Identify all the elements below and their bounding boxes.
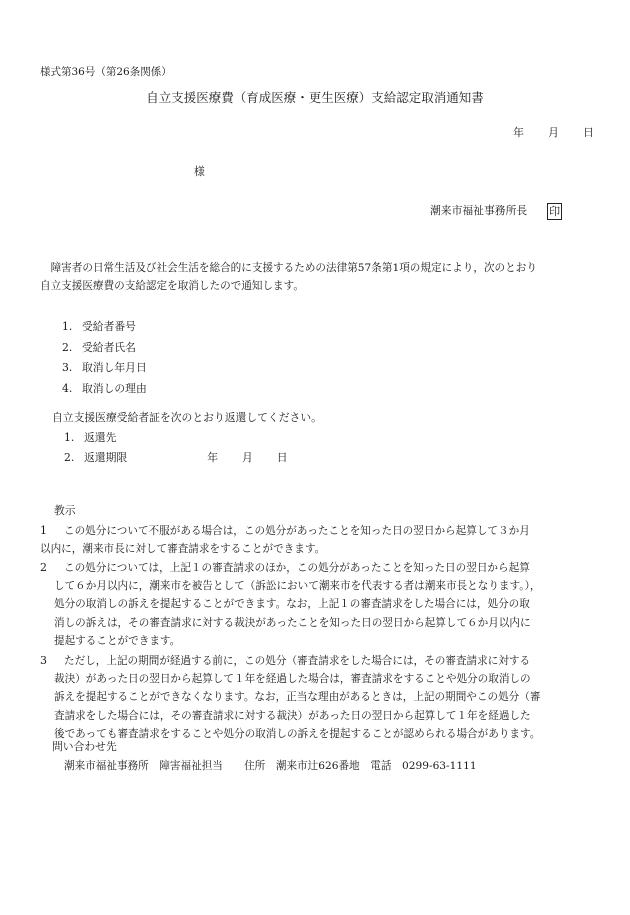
main-paragraph [40, 260, 600, 295]
seal-mark: 印 [549, 205, 561, 218]
instruction-line: ただし，上記の期間が経過する前に，この処分（審査請求をした場合には，その審査請求に対する [64, 655, 531, 667]
return-item-list [64, 428, 288, 467]
instruction-line: 後であっても審査請求をすることや処分の取消しの訴えを提起することが認められる場合があります。 [54, 727, 541, 740]
document-title: 自立支援医療費（育成医療・更生医療）支給認定取消通知書 [146, 90, 484, 105]
date-day: 日 [583, 126, 594, 139]
sender [430, 203, 562, 220]
list-item: 1. 返還先 [64, 431, 117, 444]
main-paragraph-line: 自立支援医療費の支給認定を取消したので通知します。 [40, 279, 304, 292]
instruction-line: 裁決）があった日の翌日から起算して１年を経過した場合は，審査請求をすることや処分の取消しの [54, 673, 531, 686]
form-number: 様式第36号（第26条関係） [40, 66, 172, 78]
instruction-line: この処分については，上記１の審査請求のほか，この処分があったことを知った日の翌日から起算 [64, 562, 530, 574]
list-item: 4. 取消しの理由 [62, 381, 147, 395]
list-item: 3. 取消し年月日 [62, 361, 147, 374]
instruction-line: 処分の取消しの訴えを提起することができます。なお，上記１の審査請求をした場合には，処分の取 [54, 598, 530, 611]
date-month: 月 [548, 126, 559, 139]
return-notice: 自立支援医療受給者証を次のとおり返還してください。 [52, 411, 322, 424]
instruction-heading: 教示 [54, 504, 76, 517]
instruction-line: 以内に，潮来市長に対して審査請求をすることができます。 [40, 543, 326, 556]
list-item: 1. 受給者番号 [62, 320, 136, 333]
addressee: 様 [194, 165, 205, 178]
instruction-item [40, 652, 610, 743]
instruction-number: 1 [40, 524, 47, 537]
instruction-line: この処分について不服がある場合は，この処分があったことを知った日の翌日から起算して３か月 [64, 525, 530, 537]
instruction-line: 消しの訴えは，その審査請求に対する裁決があったことを知った日の翌日から起算して６か月以内に [54, 616, 531, 629]
instruction-line: 提起することができます。 [54, 634, 181, 647]
instruction-line: 査請求をした場合には，その審査請求に対する裁決）があった日の翌日から起算して１年を経過した [54, 709, 531, 722]
issue-date [489, 126, 594, 139]
instruction-number: 2 [40, 561, 47, 574]
return-deadline-date: 年 月 日 [207, 450, 288, 464]
sender-name: 潮来市福祉事務所長 [430, 204, 528, 218]
list-item: 2. 受給者氏名 [62, 340, 136, 354]
contact-info: 潮来市福祉事務所 障害福祉担当 住所 潮来市辻626番地 電話 0299-63-1111 [64, 760, 477, 772]
list-item: 2. 返還期限 年 月 日 [64, 448, 288, 468]
instruction-number: 3 [40, 654, 47, 667]
instruction-line: して６か月以内に，潮来市を被告として（訴訟において潮来市を代表する者は潮来市長となります。）， [54, 580, 541, 593]
main-paragraph-line: 障害者の日常生活及び社会生活を総合的に支援するための法律第57条第1項の規定により，次のとおり [40, 262, 537, 274]
instruction-item [40, 522, 610, 558]
instruction-item [40, 559, 610, 650]
item-list [62, 317, 147, 399]
contact-heading: 問い合わせ先 [52, 740, 117, 753]
date-year: 年 [513, 126, 524, 139]
instruction-line: 訴えを提起することができなくなります。なお，正当な理由があるときは，上記の期間やこの処分（審 [54, 691, 541, 704]
